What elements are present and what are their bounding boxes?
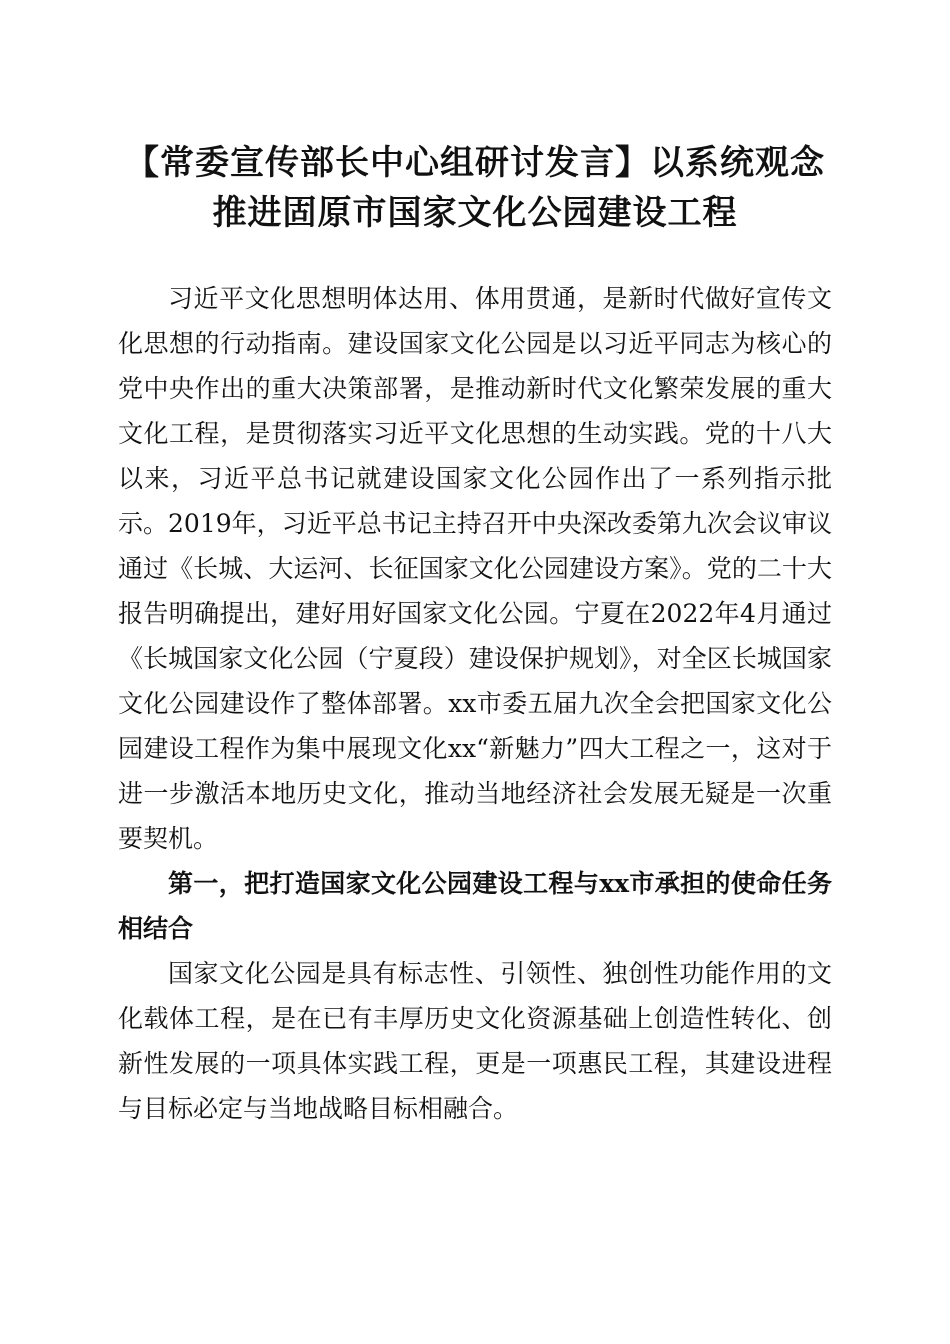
paragraph-section-one: 国家文化公园是具有标志性、引领性、独创性功能作用的文化载体工程，是在已有丰厚历史文化资源基础上创造性转化、创新性发展的一项具体实践工程，更是一项惠民工程，其建设进程与目标必定与当地战略目标相融合。 — [118, 959, 832, 1123]
title-line-2: 推进固原市国家文化公园建设工程 — [212, 193, 738, 233]
document-body — [118, 276, 832, 1131]
document-title — [100, 138, 850, 238]
title-line-1: 【常委宣传部长中心组研讨发言】以系统观念 — [125, 143, 825, 183]
section-heading-first: 第一，把打造国家文化公园建设工程与xx市承担的使命任务相结合 — [118, 869, 832, 943]
paragraph-intro: 习近平文化思想明体达用、体用贯通，是新时代做好宣传文化思想的行动指南。建设国家文化公园是以习近平同志为核心的党中央作出的重大决策部署，是推动新时代文化繁荣发展的重大文化工程，是贯彻落实习近平文化思想的生动实践。党的十八大以来，习近平总书记就建设国家文化公园作出了一系列指示批示。2019年，习近平总书记主持召开中央深改委第九次会议审议通过《长城、大运河、长征国家文化公园建设方案》。党的二十大报告明确提出，建好用好国家文化公园。宁夏在2022年4月通过《长城国家文化公园（宁夏段）建设保护规划》，对全区长城国家文化公园建设作了整体部署。xx市委五届九次全会把国家文化公园建设工程作为集中展现文化xx“新魅力”四大工程之一，这对于进一步激活本地历史文化，推动当地经济社会发展无疑是一次重要契机。 — [118, 284, 832, 853]
